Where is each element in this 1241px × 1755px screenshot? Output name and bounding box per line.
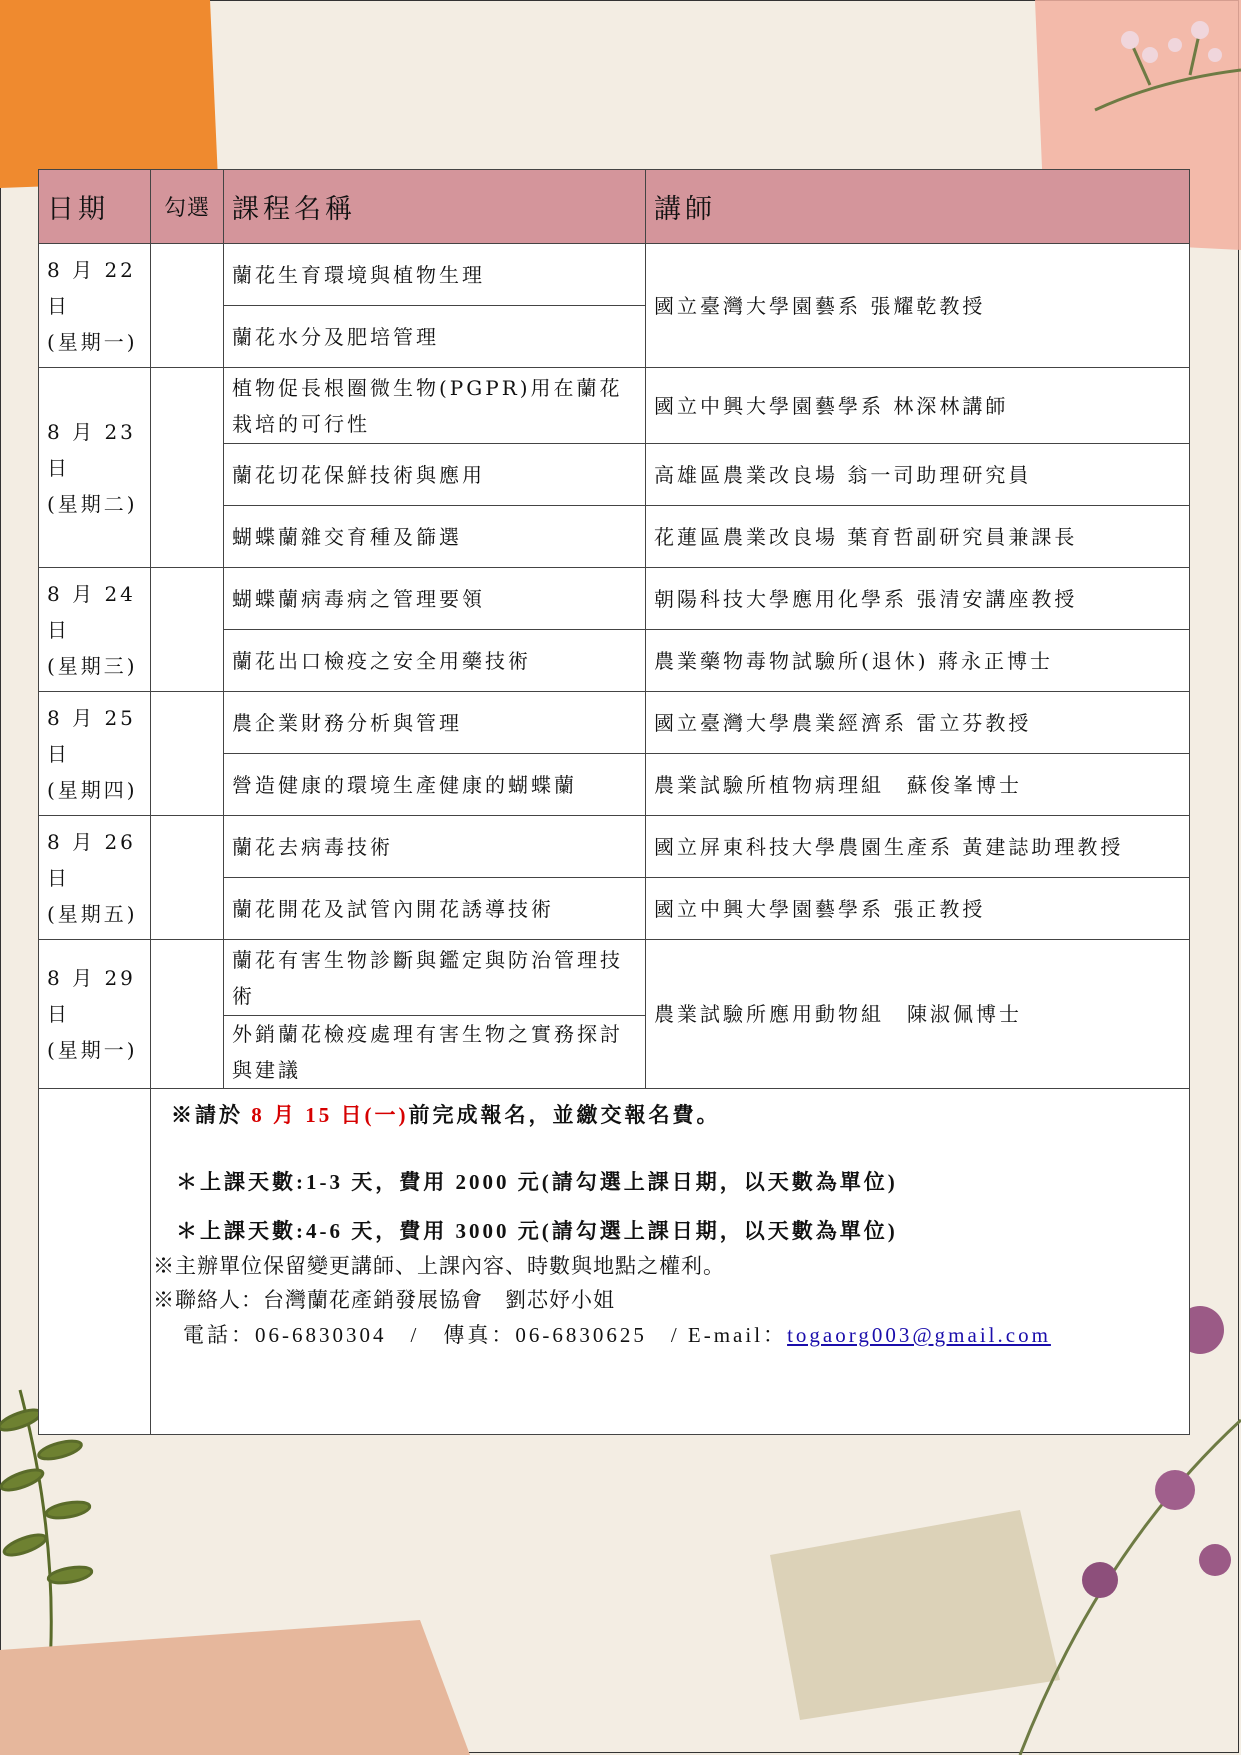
course-cell: 營造健康的環境生產健康的蝴蝶蘭 [224,754,646,816]
table-row [39,368,1190,444]
orange-paper-scrap [0,0,218,188]
table-row [39,940,1190,1016]
header-row [39,170,1190,244]
date-text: 8 月 26 日 [47,829,136,890]
lecturer-cell: 農業試驗所應用動物組 陳淑佩博士 [646,940,1190,1089]
course-cell: 農企業財務分析與管理 [224,692,646,754]
course-cell: 蘭花去病毒技術 [224,816,646,878]
date-cell [39,368,151,568]
lecturer-cell: 高雄區農業改良場 翁一司助理研究員 [646,444,1190,506]
notes-cell [151,1089,1190,1435]
date-text: 8 月 25 日 [47,705,136,766]
rights-note: ※主辦單位保留變更講師、上課內容、時數與地點之權利。 [153,1254,725,1278]
course-cell: 外銷蘭花檢疫處理有害生物之實務探討與建議 [224,1016,646,1089]
check-cell[interactable] [151,940,224,1089]
lecturer-cell: 國立屏東科技大學農園生產系 黃建誌助理教授 [646,816,1190,878]
deadline-suffix: 前完成報名，並繳交報名費。 [408,1103,721,1127]
header-date: 日期 [39,170,151,244]
check-cell[interactable] [151,368,224,568]
fee-note-2: ＊上課天數:4-6 天，費用 3000 元(請勾選上課日期，以天數為單位) [176,1219,898,1243]
lecturer-cell: 花蓮區農業改良場 葉育哲副研究員兼課長 [646,506,1190,568]
phone-note [183,1317,1051,1353]
check-cell[interactable] [151,816,224,940]
lecturer-cell: 農業試驗所植物病理組 蘇俊峯博士 [646,754,1190,816]
date-cell [39,244,151,368]
deadline-date: 8 月 15 日(一) [251,1103,409,1127]
tape-strip [770,1510,1060,1720]
date-text: 8 月 22 日 [47,257,136,318]
course-cell: 蘭花切花保鮮技術與應用 [224,444,646,506]
date-text: 8 月 23 日 [47,419,136,480]
registration-notes [151,1089,1189,1434]
weekday-text: (星期一) [47,1038,138,1062]
weekday-text: (星期二) [47,491,138,516]
header-lecturer: 講師 [646,170,1190,244]
table-row [39,568,1190,630]
check-cell[interactable] [151,244,224,368]
patterned-paper-scrap [0,1620,470,1755]
course-cell: 蘭花開花及試管內開花誘導技術 [224,878,646,940]
course-cell: 植物促長根圈微生物(PGPR)用在蘭花栽培的可行性 [224,368,646,444]
notes-spacer-cell [39,1089,151,1435]
date-cell [39,568,151,692]
date-text: 8 月 29 日 [47,966,136,1026]
course-schedule-table [38,169,1190,1435]
weekday-text: (星期四) [47,777,138,802]
date-text: 8 月 24 日 [47,581,136,642]
table-row [39,244,1190,306]
lecturer-cell: 國立臺灣大學農業經濟系 雷立芬教授 [646,692,1190,754]
email-link[interactable]: togaorg003@gmail.com [787,1323,1051,1347]
course-cell: 蘭花有害生物診斷與鑑定與防治管理技術 [224,940,646,1016]
course-cell: 蝴蝶蘭病毒病之管理要領 [224,568,646,630]
table-row [39,816,1190,878]
weekday-text: (星期五) [47,901,138,926]
table-row [39,692,1190,754]
lecturer-cell: 國立中興大學園藝學系 張正教授 [646,878,1190,940]
weekday-text: (星期三) [47,653,138,678]
lecturer-cell: 國立中興大學園藝學系 林深林講師 [646,368,1190,444]
check-cell[interactable] [151,568,224,692]
course-cell: 蘭花生育環境與植物生理 [224,244,646,306]
course-cell: 蘭花水分及肥培管理 [224,306,646,368]
course-cell: 蝴蝶蘭雜交育種及篩選 [224,506,646,568]
header-check: 勾選 [151,170,224,244]
lecturer-cell: 農業藥物毒物試驗所(退休) 蔣永正博士 [646,630,1190,692]
header-course: 課程名稱 [224,170,646,244]
phone-fax-text: 電話：06-6830304 / 傳真：06-6830625 / E-mail： [183,1323,788,1347]
date-cell [39,816,151,940]
deadline-prefix: ※請於 [171,1103,252,1127]
date-cell [39,940,151,1089]
notes-row [39,1089,1190,1435]
fee-note-1: ＊上課天數:1-3 天，費用 2000 元(請勾選上課日期，以天數為單位) [176,1170,898,1194]
check-cell[interactable] [151,692,224,816]
weekday-text: (星期一) [47,329,138,354]
lecturer-cell: 國立臺灣大學園藝系 張耀乾教授 [646,244,1190,368]
contact-note: ※聯絡人：台灣蘭花產銷發展協會 劉芯妤小姐 [153,1288,615,1312]
lecturer-cell: 朝陽科技大學應用化學系 張清安講座教授 [646,568,1190,630]
date-cell [39,692,151,816]
course-cell: 蘭花出口檢疫之安全用藥技術 [224,630,646,692]
deadline-note [171,1097,721,1133]
